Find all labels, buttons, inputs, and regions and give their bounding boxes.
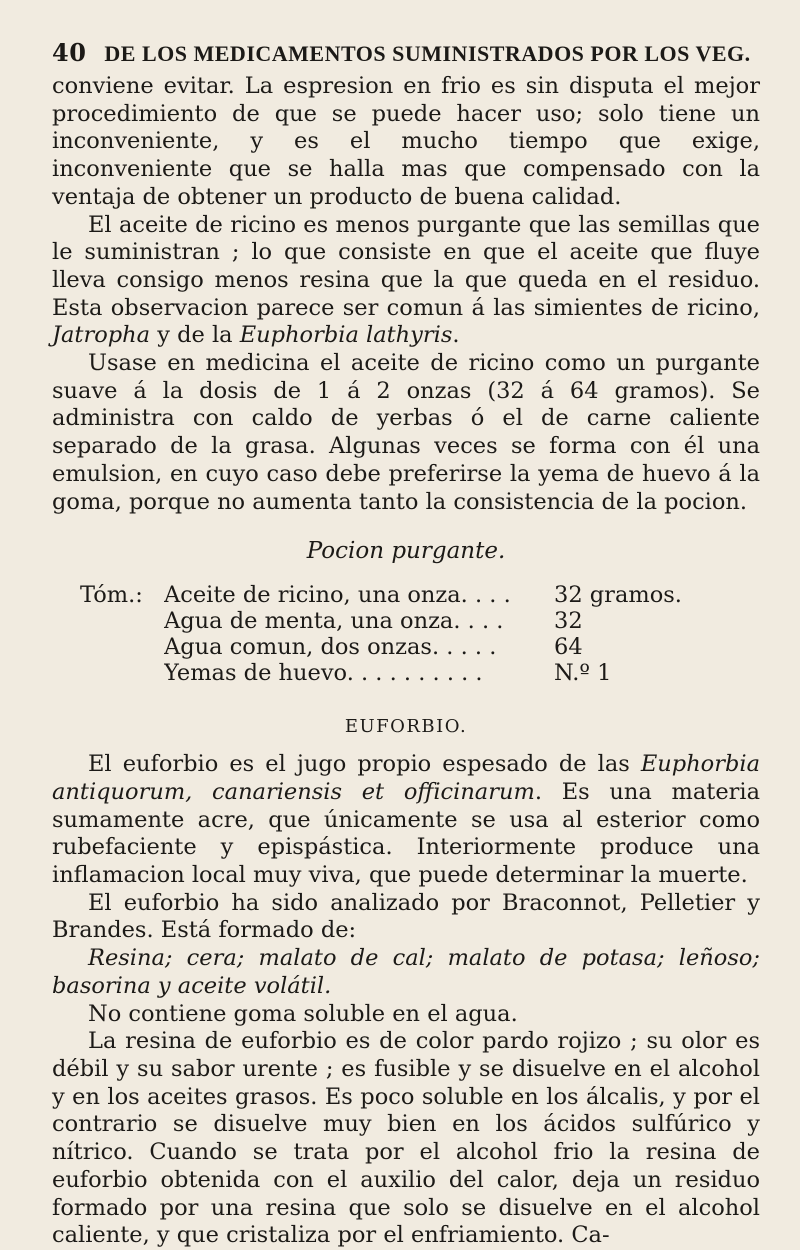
recipe-quantity: 64: [554, 634, 583, 661]
recipe-items: [164, 582, 760, 686]
page-header: [52, 38, 760, 67]
recipe-quantity: 32: [554, 608, 583, 635]
paragraph-4-start: El euforbio es el jugo propio espesado de las: [88, 751, 641, 778]
paragraph-7: No contiene goma soluble en el agua.: [88, 1000, 518, 1027]
paragraph-4-italic: Euphorbia antiquorum, canariensis et officinarum: [52, 751, 760, 805]
paragraph-1: conviene evitar. La espresion en frio es sin disputa el mejor procedimiento de que se puede hacer uso; solo tiene un inconveniente, y es el mucho tiempo que exige, inconveniente que se halla mas que compensado con la ventaja de obtener un producto de buena calidad.: [52, 73, 760, 210]
paragraph-6-italic: Resina; cera; malato de cal; malato de potasa; leñoso; basorina y aceite volátil.: [52, 945, 760, 999]
running-title: DE LOS MEDICAMENTOS SUMINISTRADOS POR LOS VEG.: [104, 41, 751, 66]
paragraph-2: [52, 212, 760, 351]
recipe-tom-label: Tóm.:: [80, 582, 143, 609]
paragraph-2-end: .: [452, 322, 460, 349]
recipe-list: [52, 582, 760, 686]
recipe-ingredient: Yemas de huevo. . . . . . . . . .: [164, 660, 483, 687]
paragraph-2-italic-euphorbia: Euphorbia lathyris: [239, 322, 453, 349]
paragraph-8: La resina de euforbio es de color pardo rojizo ; su olor es débil y su sabor urente ; es fusible y se disuelve en el alcohol y en los aceites grasos. Es poco soluble en los álcalis, y por el contrario se disuelve muy bien en los ácidos sulfúrico y nítrico. Cuando se trata por el alcohol frio la resina de euforbio obtenida con el auxilio del calor, deja un residuo formado por una resina que solo se disuelve en el alcohol caliente, y que cristaliza por el enfriamiento. Ca-: [52, 1028, 760, 1249]
recipe-title: Pocion purgante.: [306, 538, 506, 565]
paragraph-2-middle: y de la: [150, 322, 240, 349]
recipe-ingredient: Aceite de ricino, una onza. . . .: [164, 582, 511, 609]
recipe-item: [164, 608, 760, 634]
paragraph-6: [52, 945, 760, 1000]
recipe-ingredient: Agua de menta, una onza. . . .: [164, 608, 504, 635]
recipe-item: [164, 634, 760, 660]
recipe-ingredient: Agua comun, dos onzas. . . . .: [164, 634, 497, 661]
recipe-item: [164, 582, 760, 608]
paragraph-2-text: El aceite de ricino es menos purgante que las semillas que le suministran ; lo que consiste en que el aceite que fluye lleva consigo menos resina que la que queda en el residuo. Esta observacion parece ser comun á las simientes de ricino,: [52, 211, 760, 321]
recipe-quantity: 32 gramos.: [554, 582, 682, 609]
paragraph-3: Usase en medicina el aceite de ricino como un purgante suave á la dosis de 1 á 2 onzas (32 á 64 gramos). Se administra con caldo de yerbas ó el de carne caliente separado de la grasa. Algunas veces se forma con él una emulsion, en cuyo caso debe preferirse la yema de huevo á la goma, porque no aumenta tanto la consistencia de la pocion.: [52, 350, 760, 515]
section-title: EUFORBIO.: [344, 716, 468, 738]
paragraph-4: [52, 751, 760, 890]
recipe-item: [164, 660, 760, 686]
paragraph-5: El euforbio ha sido analizado por Braconnot, Pelletier y Brandes. Está formado de:: [52, 889, 760, 944]
paragraph-4-end: . Es una materia sumamente acre, que únicamente se usa al esterior como rubefaciente y epispástica. Interiormente produce una inflamacion local muy viva, que puede determinar la muerte.: [52, 778, 760, 889]
paragraph-2-italic-jatropha: Jatropha: [52, 322, 151, 349]
page-number: 40: [52, 38, 87, 67]
recipe-quantity: N.º 1: [554, 660, 612, 687]
